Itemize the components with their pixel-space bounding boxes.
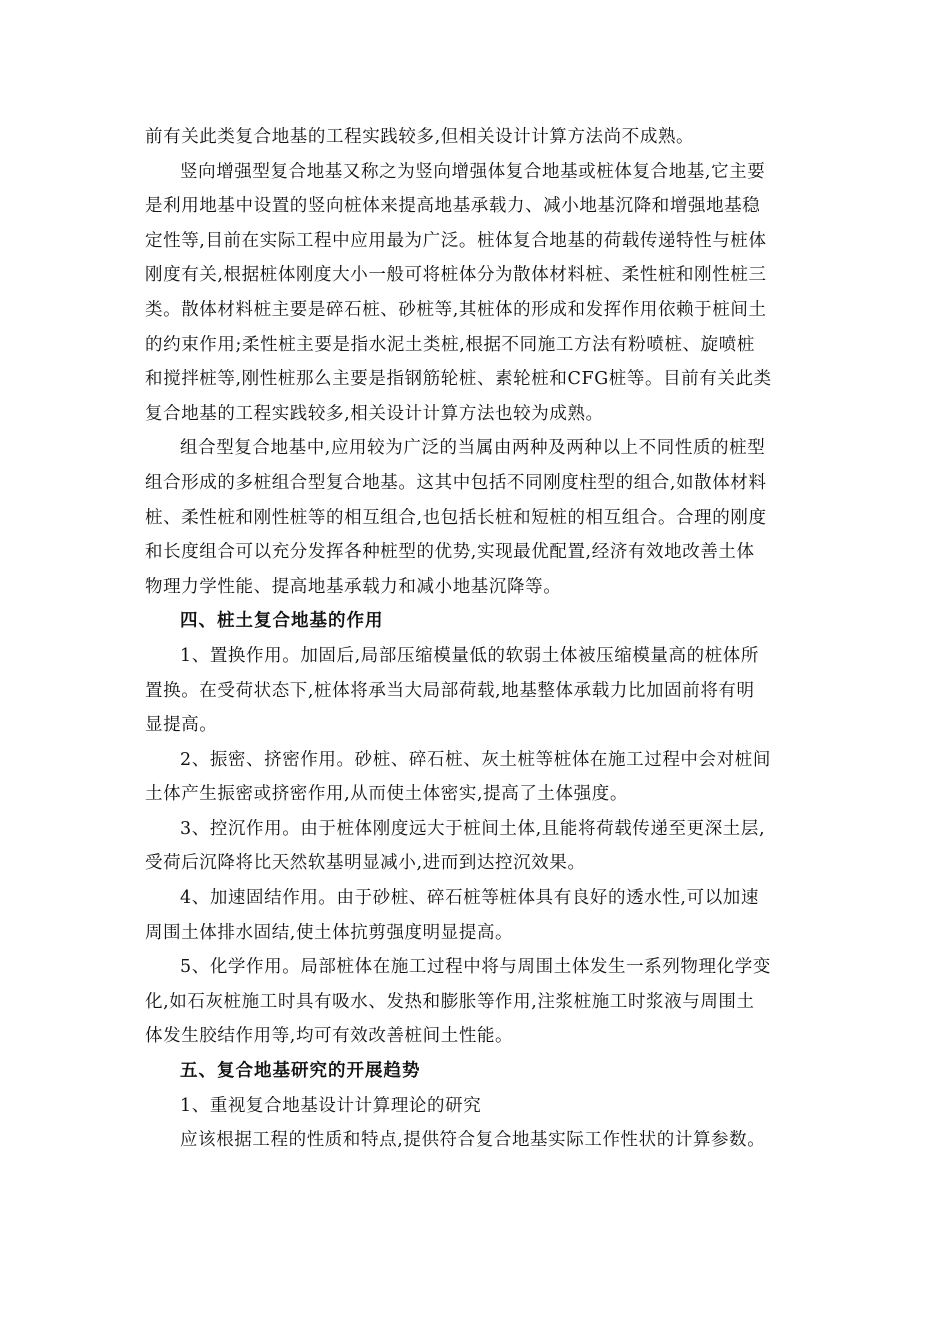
- text-line: 类。散体材料桩主要是碎石桩、砂桩等,其桩体的形成和发挥作用依赖于桩间土: [145, 299, 767, 320]
- paragraph-start-line: 2、振密、挤密作用。砂桩、碎石桩、灰土桩等桩体在施工过程中会对桩间: [180, 749, 771, 770]
- paragraph-start-line: 应该根据工程的性质和特点,提供符合复合地基实际工作性状的计算参数。: [180, 1130, 766, 1151]
- paragraph-start-line: 组合型复合地基中,应用较为广泛的当属由两种及两种以上不同性质的桩型: [180, 438, 766, 459]
- text-line: 复合地基的工程实践较多,相关设计计算方法也较为成熟。: [145, 403, 604, 424]
- text-line: 桩、柔性桩和刚性桩等的相互组合,也包括长桩和短桩的相互组合。合理的刚度: [145, 507, 767, 528]
- text-line: 土体产生振密或挤密作用,从而使土体密实,提高了土体强度。: [145, 784, 628, 805]
- text-line: 是利用地基中设置的竖向桩体来提高地基承载力、减小地基沉降和增强地基稳: [145, 196, 761, 217]
- text-line: 前有关此类复合地基的工程实践较多,但相关设计计算方法尚不成熟。: [145, 127, 695, 147]
- paragraph-start-line: 3、控沉作用。由于桩体刚度远大于桩间土体,且能将荷载传递至更深土层,: [180, 818, 766, 839]
- text-line: 定性等,目前在实际工程中应用最为广泛。桩体复合地基的荷载传递特性与桩体: [145, 230, 767, 251]
- text-line: 物理力学性能、提高地基承载力和减小地基沉降等。: [145, 576, 562, 597]
- paragraph-start-line: 1、置换作用。加固后,局部压缩模量低的软弱土体被压缩模量高的桩体所: [180, 645, 759, 666]
- text-line: 和长度组合可以充分发挥各种桩型的优势,实现最优配置,经济有效地改善土体: [145, 542, 755, 563]
- text-line: 置换。在受荷状态下,桩体将承当大局部荷载,地基整体承载力比加固前将有明: [145, 680, 755, 701]
- text-line: 和搅拌桩等,刚性桩那么主要是指钢筋轮桩、素轮桩和CFG桩等。目前有关此类: [145, 369, 772, 390]
- section-heading: 四、桩土复合地基的作用: [180, 611, 384, 632]
- paragraph-start-line: 竖向增强型复合地基又称之为竖向增强体复合地基或桩体复合地基,它主要: [180, 161, 766, 182]
- text-line: 化,如石灰桩施工时具有吸水、发热和膨胀等作用,注浆桩施工时浆液与周围土: [145, 991, 755, 1012]
- text-line: 刚度有关,根据桩体刚度大小一般可将桩体分为散体材料桩、柔性桩和刚性桩三: [145, 265, 767, 286]
- subsection-heading: 1、重视复合地基设计计算理论的研究: [180, 1095, 482, 1116]
- text-line: 显提高。: [145, 715, 218, 736]
- paragraph-start-line: 4、加速固结作用。由于砂桩、碎石桩等桩体具有良好的透水性,可以加速: [180, 888, 759, 909]
- section-heading: 五、复合地基研究的开展趋势: [180, 1061, 421, 1082]
- document-page: [145, 120, 807, 1158]
- text-line: 的约束作用;柔性桩主要是指水泥土类桩,根据不同施工方法有粉喷桩、旋喷桩: [145, 334, 755, 355]
- text-line: 体发生胶结作用等,均可有效改善桩间土性能。: [145, 1026, 514, 1047]
- text-line: 受荷后沉降将比天然软基明显减小,进而到达控沉效果。: [145, 853, 586, 874]
- text-line: 组合形成的多桩组合型复合地基。这其中包括不同刚度柱型的组合,如散体材料: [145, 472, 767, 493]
- paragraph-start-line: 5、化学作用。局部桩体在施工过程中将与周围土体发生一系列物理化学变: [180, 957, 771, 978]
- text-line: 周围土体排水固结,使土体抗剪强度明显提高。: [145, 922, 514, 943]
